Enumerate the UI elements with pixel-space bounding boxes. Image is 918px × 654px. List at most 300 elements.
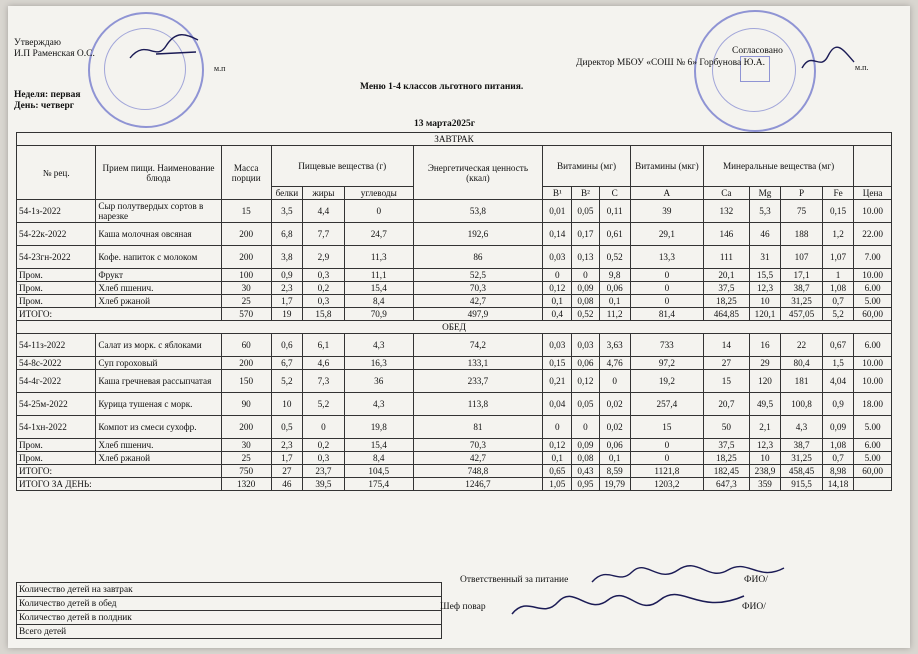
total-cell: 19,79 <box>599 478 630 491</box>
row-cell: 50 <box>703 416 749 439</box>
row-cell: 132 <box>703 200 749 223</box>
row-cell: 11,1 <box>344 269 413 282</box>
fio-label-1: ФИО/ <box>744 575 768 585</box>
row-cell: 0,52 <box>599 246 630 269</box>
row-cell: 25 <box>221 295 271 308</box>
row-cell: 0,2 <box>303 282 345 295</box>
total-cell: 238,9 <box>749 465 780 478</box>
row-cell: 15,4 <box>344 439 413 452</box>
table-row <box>17 223 892 246</box>
lunch-total-row <box>17 465 892 478</box>
row-cell: 0,08 <box>572 295 599 308</box>
row-cell: 4,4 <box>303 200 345 223</box>
row-cell: 3,5 <box>271 200 302 223</box>
signature-director <box>798 46 858 76</box>
vitamins-mkg-header: Витамины (мкг) <box>630 146 703 187</box>
row-cell: 0,5 <box>271 416 302 439</box>
row-cell: 0,12 <box>543 439 572 452</box>
row-cell: Хлеб ржаной <box>96 452 221 465</box>
row-cell: 19,2 <box>630 370 703 393</box>
row-cell: 192,6 <box>413 223 542 246</box>
total-cell: 497,9 <box>413 308 542 321</box>
row-cell: 75 <box>781 200 823 223</box>
row-cell: 0 <box>630 439 703 452</box>
row-cell: 52,5 <box>413 269 542 282</box>
mg-subheader: Mg <box>749 187 780 200</box>
total-cell: 0,95 <box>572 478 599 491</box>
row-cell: 54-8с-2022 <box>17 357 96 370</box>
row-cell: 0,12 <box>572 370 599 393</box>
table-row <box>17 200 892 223</box>
row-cell: 70,3 <box>413 439 542 452</box>
row-cell: 42,7 <box>413 295 542 308</box>
table-row <box>17 439 892 452</box>
vitamins-mg-header: Витамины (мг) <box>543 146 631 187</box>
total-cell: 15,8 <box>303 308 345 321</box>
table-row <box>17 295 892 308</box>
row-cell: 1,7 <box>271 452 302 465</box>
total-cell: 915,5 <box>781 478 823 491</box>
total-cell: 19 <box>271 308 302 321</box>
row-cell: 0,14 <box>543 223 572 246</box>
row-cell: 0,6 <box>271 334 302 357</box>
row-cell: 1,7 <box>271 295 302 308</box>
row-cell: Фрукт <box>96 269 221 282</box>
row-cell: 81 <box>413 416 542 439</box>
row-cell: 37,5 <box>703 282 749 295</box>
row-cell: 0 <box>543 416 572 439</box>
row-cell: Пром. <box>17 295 96 308</box>
a-subheader: A <box>630 187 703 200</box>
row-cell: 5.00 <box>854 416 892 439</box>
row-cell: 38,7 <box>781 282 823 295</box>
row-cell: 15 <box>221 200 271 223</box>
table-row <box>17 370 892 393</box>
row-cell: 1,2 <box>822 223 853 246</box>
row-cell: 0,03 <box>543 334 572 357</box>
row-cell: 7.00 <box>854 246 892 269</box>
row-cell: 86 <box>413 246 542 269</box>
row-cell: 54-1хн-2022 <box>17 416 96 439</box>
row-cell: 16 <box>749 334 780 357</box>
row-cell: 1,5 <box>822 357 853 370</box>
row-cell: 4,6 <box>303 357 345 370</box>
row-cell: 1 <box>822 269 853 282</box>
row-cell: 54-25м-2022 <box>17 393 96 416</box>
row-cell: 54-4г-2022 <box>17 370 96 393</box>
total-cell: 175,4 <box>344 478 413 491</box>
row-cell: 42,7 <box>413 452 542 465</box>
row-cell: 12,3 <box>749 282 780 295</box>
row-cell: 1,08 <box>822 439 853 452</box>
row-cell: Хлеб ржаной <box>96 295 221 308</box>
rec-header: № рец. <box>17 146 96 200</box>
row-cell: 10.00 <box>854 269 892 282</box>
total-cell: 5,2 <box>822 308 853 321</box>
footer-label: Всего детей <box>17 625 442 639</box>
row-cell: Каша гречневая рассыпчатая <box>96 370 221 393</box>
row-cell: 0 <box>543 269 572 282</box>
table-row <box>17 393 892 416</box>
total-cell: 0,52 <box>572 308 599 321</box>
row-cell: 6.00 <box>854 282 892 295</box>
row-cell: 97,2 <box>630 357 703 370</box>
row-cell: Салат из морк. с яблоками <box>96 334 221 357</box>
menu-table <box>16 132 892 491</box>
row-cell: 2,1 <box>749 416 780 439</box>
approve-label: Утверждаю <box>14 38 61 48</box>
row-cell: 22.00 <box>854 223 892 246</box>
total-cell: 104,5 <box>344 465 413 478</box>
row-cell: 27 <box>703 357 749 370</box>
total-cell: 182,45 <box>703 465 749 478</box>
row-cell: 0,7 <box>822 295 853 308</box>
row-cell: 20,1 <box>703 269 749 282</box>
row-cell: 0,05 <box>572 200 599 223</box>
row-cell: 0,1 <box>543 295 572 308</box>
row-cell: 4,3 <box>781 416 823 439</box>
row-cell: 0 <box>344 200 413 223</box>
approver-name: И.П Раменская О.С. <box>14 49 95 59</box>
row-cell: 30 <box>221 439 271 452</box>
total-cell: 27 <box>271 465 302 478</box>
footer-label: Количество детей на завтрак <box>17 583 442 597</box>
day-label: День: четверг <box>14 101 75 111</box>
row-cell: 733 <box>630 334 703 357</box>
row-cell: 7,7 <box>303 223 345 246</box>
row-cell: 0,11 <box>599 200 630 223</box>
table-row <box>17 282 892 295</box>
row-cell: 0,09 <box>822 416 853 439</box>
row-cell: 181 <box>781 370 823 393</box>
row-cell: 120 <box>749 370 780 393</box>
row-cell: 4,3 <box>344 334 413 357</box>
row-cell: 200 <box>221 246 271 269</box>
nutrients-header: Пищевые вещества (г) <box>271 146 413 187</box>
fe-subheader: Fe <box>822 187 853 200</box>
row-cell: 31,25 <box>781 295 823 308</box>
row-cell: 54-22к-2022 <box>17 223 96 246</box>
row-cell: 2,3 <box>271 439 302 452</box>
energy-header: Энергетическая ценность (ккал) <box>413 146 542 200</box>
total-cell: ИТОГО ЗА ДЕНЬ: <box>17 478 222 491</box>
row-cell: 0 <box>630 452 703 465</box>
row-cell: 18.00 <box>854 393 892 416</box>
row-cell: 113,8 <box>413 393 542 416</box>
row-cell: 200 <box>221 223 271 246</box>
mp-right: м.п. <box>855 63 869 72</box>
prot-subheader: белки <box>271 187 302 200</box>
row-cell: 0,03 <box>543 246 572 269</box>
row-cell: 6,7 <box>271 357 302 370</box>
row-cell: Пром. <box>17 282 96 295</box>
row-cell: 15 <box>630 416 703 439</box>
row-cell: 0,09 <box>572 282 599 295</box>
total-cell: 458,45 <box>781 465 823 478</box>
row-cell: 9,8 <box>599 269 630 282</box>
week-label: Неделя: первая <box>14 90 81 100</box>
row-cell: 31 <box>749 246 780 269</box>
row-cell: 111 <box>703 246 749 269</box>
total-cell: 8,98 <box>822 465 853 478</box>
row-cell: 0,2 <box>303 439 345 452</box>
total-cell: 1320 <box>221 478 271 491</box>
row-cell: 0,21 <box>543 370 572 393</box>
section-label-lunch: ОБЕД <box>17 321 892 334</box>
row-cell: 15,5 <box>749 269 780 282</box>
total-cell: 570 <box>221 308 271 321</box>
row-cell: 15 <box>703 370 749 393</box>
table-row <box>17 246 892 269</box>
row-cell: 0,3 <box>303 295 345 308</box>
total-cell: ИТОГО: <box>17 308 222 321</box>
row-cell: 0 <box>572 269 599 282</box>
c-subheader: C <box>599 187 630 200</box>
row-cell: Компот из смеси сухофр. <box>96 416 221 439</box>
row-cell: 25 <box>221 452 271 465</box>
total-cell: 457,05 <box>781 308 823 321</box>
mass-header: Масса порции <box>221 146 271 200</box>
dish-header: Прием пищи. Наименование блюда <box>96 146 221 200</box>
total-cell: 60,00 <box>854 465 892 478</box>
row-cell: Сыр полутвердых сортов в нарезке <box>96 200 221 223</box>
table-row <box>17 452 892 465</box>
row-cell: 3,8 <box>271 246 302 269</box>
row-cell: 6.00 <box>854 334 892 357</box>
table-row <box>17 269 892 282</box>
row-cell: 0,1 <box>599 295 630 308</box>
row-cell: 54-1з-2022 <box>17 200 96 223</box>
row-cell: 0,09 <box>572 439 599 452</box>
row-cell: 4,04 <box>822 370 853 393</box>
day-total-row <box>17 478 892 491</box>
footer-row <box>17 625 442 639</box>
row-cell: 0 <box>599 370 630 393</box>
row-cell: 10 <box>749 452 780 465</box>
table-row <box>17 357 892 370</box>
row-cell: Курица тушеная с морк. <box>96 393 221 416</box>
children-count-table <box>16 582 442 639</box>
row-cell: 5.00 <box>854 452 892 465</box>
menu-sheet <box>8 6 910 648</box>
row-cell: Хлеб пшенич. <box>96 282 221 295</box>
row-cell: 0,06 <box>572 357 599 370</box>
row-cell: 0 <box>572 416 599 439</box>
total-cell: 750 <box>221 465 271 478</box>
total-cell: 14,18 <box>822 478 853 491</box>
row-cell: 0,3 <box>303 269 345 282</box>
chef-label: Шеф повар <box>440 602 486 612</box>
row-cell: 1,08 <box>822 282 853 295</box>
row-cell: Пром. <box>17 269 96 282</box>
row-cell: 0,9 <box>271 269 302 282</box>
table-row <box>17 334 892 357</box>
row-cell: 1,07 <box>822 246 853 269</box>
row-cell: 107 <box>781 246 823 269</box>
mp-left: м.п <box>214 64 226 73</box>
agreed-label: Согласовано <box>732 46 783 56</box>
row-cell: 19,8 <box>344 416 413 439</box>
total-cell: 11,2 <box>599 308 630 321</box>
row-cell: 6,1 <box>303 334 345 357</box>
total-cell <box>854 478 892 491</box>
row-cell: 10 <box>271 393 302 416</box>
total-cell: 39,5 <box>303 478 345 491</box>
row-cell: 0,9 <box>822 393 853 416</box>
total-cell: 8,59 <box>599 465 630 478</box>
total-cell: 748,8 <box>413 465 542 478</box>
row-cell: 2,9 <box>303 246 345 269</box>
row-cell: 29,1 <box>630 223 703 246</box>
row-cell: 133,1 <box>413 357 542 370</box>
row-cell: 5,2 <box>271 370 302 393</box>
date-label: 13 марта2025г <box>414 119 476 129</box>
table-row <box>17 416 892 439</box>
row-cell: 0,04 <box>543 393 572 416</box>
total-cell: 60,00 <box>854 308 892 321</box>
footer-row <box>17 611 442 625</box>
row-cell: 16,3 <box>344 357 413 370</box>
total-cell: 359 <box>749 478 780 491</box>
total-cell: 46 <box>271 478 302 491</box>
row-cell: 0,13 <box>572 246 599 269</box>
row-cell: Пром. <box>17 452 96 465</box>
fio-label-2: ФИО/ <box>742 602 766 612</box>
breakfast-total-row <box>17 308 892 321</box>
row-cell: 0,17 <box>572 223 599 246</box>
row-cell: 0,08 <box>572 452 599 465</box>
breakfast-section-row <box>17 133 892 146</box>
row-cell: 10.00 <box>854 357 892 370</box>
row-cell: 53,8 <box>413 200 542 223</box>
responsible-label: Ответственный за питание <box>460 575 569 585</box>
row-cell: 49,5 <box>749 393 780 416</box>
row-cell: 0,02 <box>599 393 630 416</box>
row-cell: 2,3 <box>271 282 302 295</box>
row-cell: 8,4 <box>344 295 413 308</box>
row-cell: 18,25 <box>703 295 749 308</box>
total-cell: 23,7 <box>303 465 345 478</box>
row-cell: 146 <box>703 223 749 246</box>
row-cell: 54-11з-2022 <box>17 334 96 357</box>
row-cell: Суп гороховый <box>96 357 221 370</box>
director-name: Директор МБОУ «СОШ № 6» Горбунова Ю.А. <box>576 58 765 68</box>
total-cell: 120,1 <box>749 308 780 321</box>
row-cell: 0,61 <box>599 223 630 246</box>
row-cell: 24,7 <box>344 223 413 246</box>
row-cell: 13,3 <box>630 246 703 269</box>
total-cell: 1203,2 <box>630 478 703 491</box>
row-cell: 22 <box>781 334 823 357</box>
lunch-section-row <box>17 321 892 334</box>
row-cell: 3,63 <box>599 334 630 357</box>
row-cell: 11,3 <box>344 246 413 269</box>
row-cell: 0 <box>630 295 703 308</box>
row-cell: 20,7 <box>703 393 749 416</box>
row-cell: 12,3 <box>749 439 780 452</box>
row-cell: Хлеб пшенич. <box>96 439 221 452</box>
total-cell: 647,3 <box>703 478 749 491</box>
b2-subheader: B² <box>572 187 599 200</box>
row-cell: 150 <box>221 370 271 393</box>
row-cell: 31,25 <box>781 452 823 465</box>
total-cell: ИТОГО: <box>17 465 222 478</box>
row-cell: 10.00 <box>854 370 892 393</box>
row-cell: 36 <box>344 370 413 393</box>
row-cell: 18,25 <box>703 452 749 465</box>
row-cell: 46 <box>749 223 780 246</box>
total-cell: 1121,8 <box>630 465 703 478</box>
row-cell: 0,3 <box>303 452 345 465</box>
signature-approver <box>126 28 206 68</box>
row-cell: 15,4 <box>344 282 413 295</box>
row-cell: 0,67 <box>822 334 853 357</box>
row-cell: 100 <box>221 269 271 282</box>
row-cell: 6,8 <box>271 223 302 246</box>
row-cell: 0,02 <box>599 416 630 439</box>
row-cell: 0 <box>630 269 703 282</box>
row-cell: 80,4 <box>781 357 823 370</box>
row-cell: 39 <box>630 200 703 223</box>
footer-row <box>17 597 442 611</box>
row-cell: 6.00 <box>854 439 892 452</box>
row-cell: 188 <box>781 223 823 246</box>
page-title: Меню 1-4 классов льготного питания. <box>360 82 524 92</box>
row-cell: Пром. <box>17 439 96 452</box>
row-cell: 0,12 <box>543 282 572 295</box>
price-subheader: Цена <box>854 187 892 200</box>
row-cell: 5.00 <box>854 295 892 308</box>
row-cell: Каша молочная овсяная <box>96 223 221 246</box>
row-cell: 0,1 <box>543 452 572 465</box>
row-cell: 60 <box>221 334 271 357</box>
row-cell: 29 <box>749 357 780 370</box>
row-cell: 200 <box>221 416 271 439</box>
row-cell: 30 <box>221 282 271 295</box>
row-cell: 90 <box>221 393 271 416</box>
carb-subheader: углеводы <box>344 187 413 200</box>
row-cell: 54-23гн-2022 <box>17 246 96 269</box>
row-cell: 0 <box>303 416 345 439</box>
row-cell: 0 <box>630 282 703 295</box>
total-cell: 1246,7 <box>413 478 542 491</box>
row-cell: 74,2 <box>413 334 542 357</box>
total-cell: 81,4 <box>630 308 703 321</box>
total-cell: 0,43 <box>572 465 599 478</box>
column-header-row <box>17 146 892 187</box>
row-cell: 0,7 <box>822 452 853 465</box>
footer-row <box>17 583 442 597</box>
row-cell: 38,7 <box>781 439 823 452</box>
total-cell: 1,05 <box>543 478 572 491</box>
row-cell: 37,5 <box>703 439 749 452</box>
row-cell: 0,06 <box>599 439 630 452</box>
section-label-breakfast: ЗАВТРАК <box>17 133 892 146</box>
row-cell: 4,76 <box>599 357 630 370</box>
row-cell: 0,01 <box>543 200 572 223</box>
footer-label: Количество детей в обед <box>17 597 442 611</box>
ca-subheader: Ca <box>703 187 749 200</box>
row-cell: 0,06 <box>599 282 630 295</box>
row-cell: 10.00 <box>854 200 892 223</box>
total-cell: 0,65 <box>543 465 572 478</box>
row-cell: 100,8 <box>781 393 823 416</box>
total-cell: 70,9 <box>344 308 413 321</box>
row-cell: 0,15 <box>822 200 853 223</box>
row-cell: 5,2 <box>303 393 345 416</box>
footer-label: Количество детей в полдник <box>17 611 442 625</box>
row-cell: 70,3 <box>413 282 542 295</box>
